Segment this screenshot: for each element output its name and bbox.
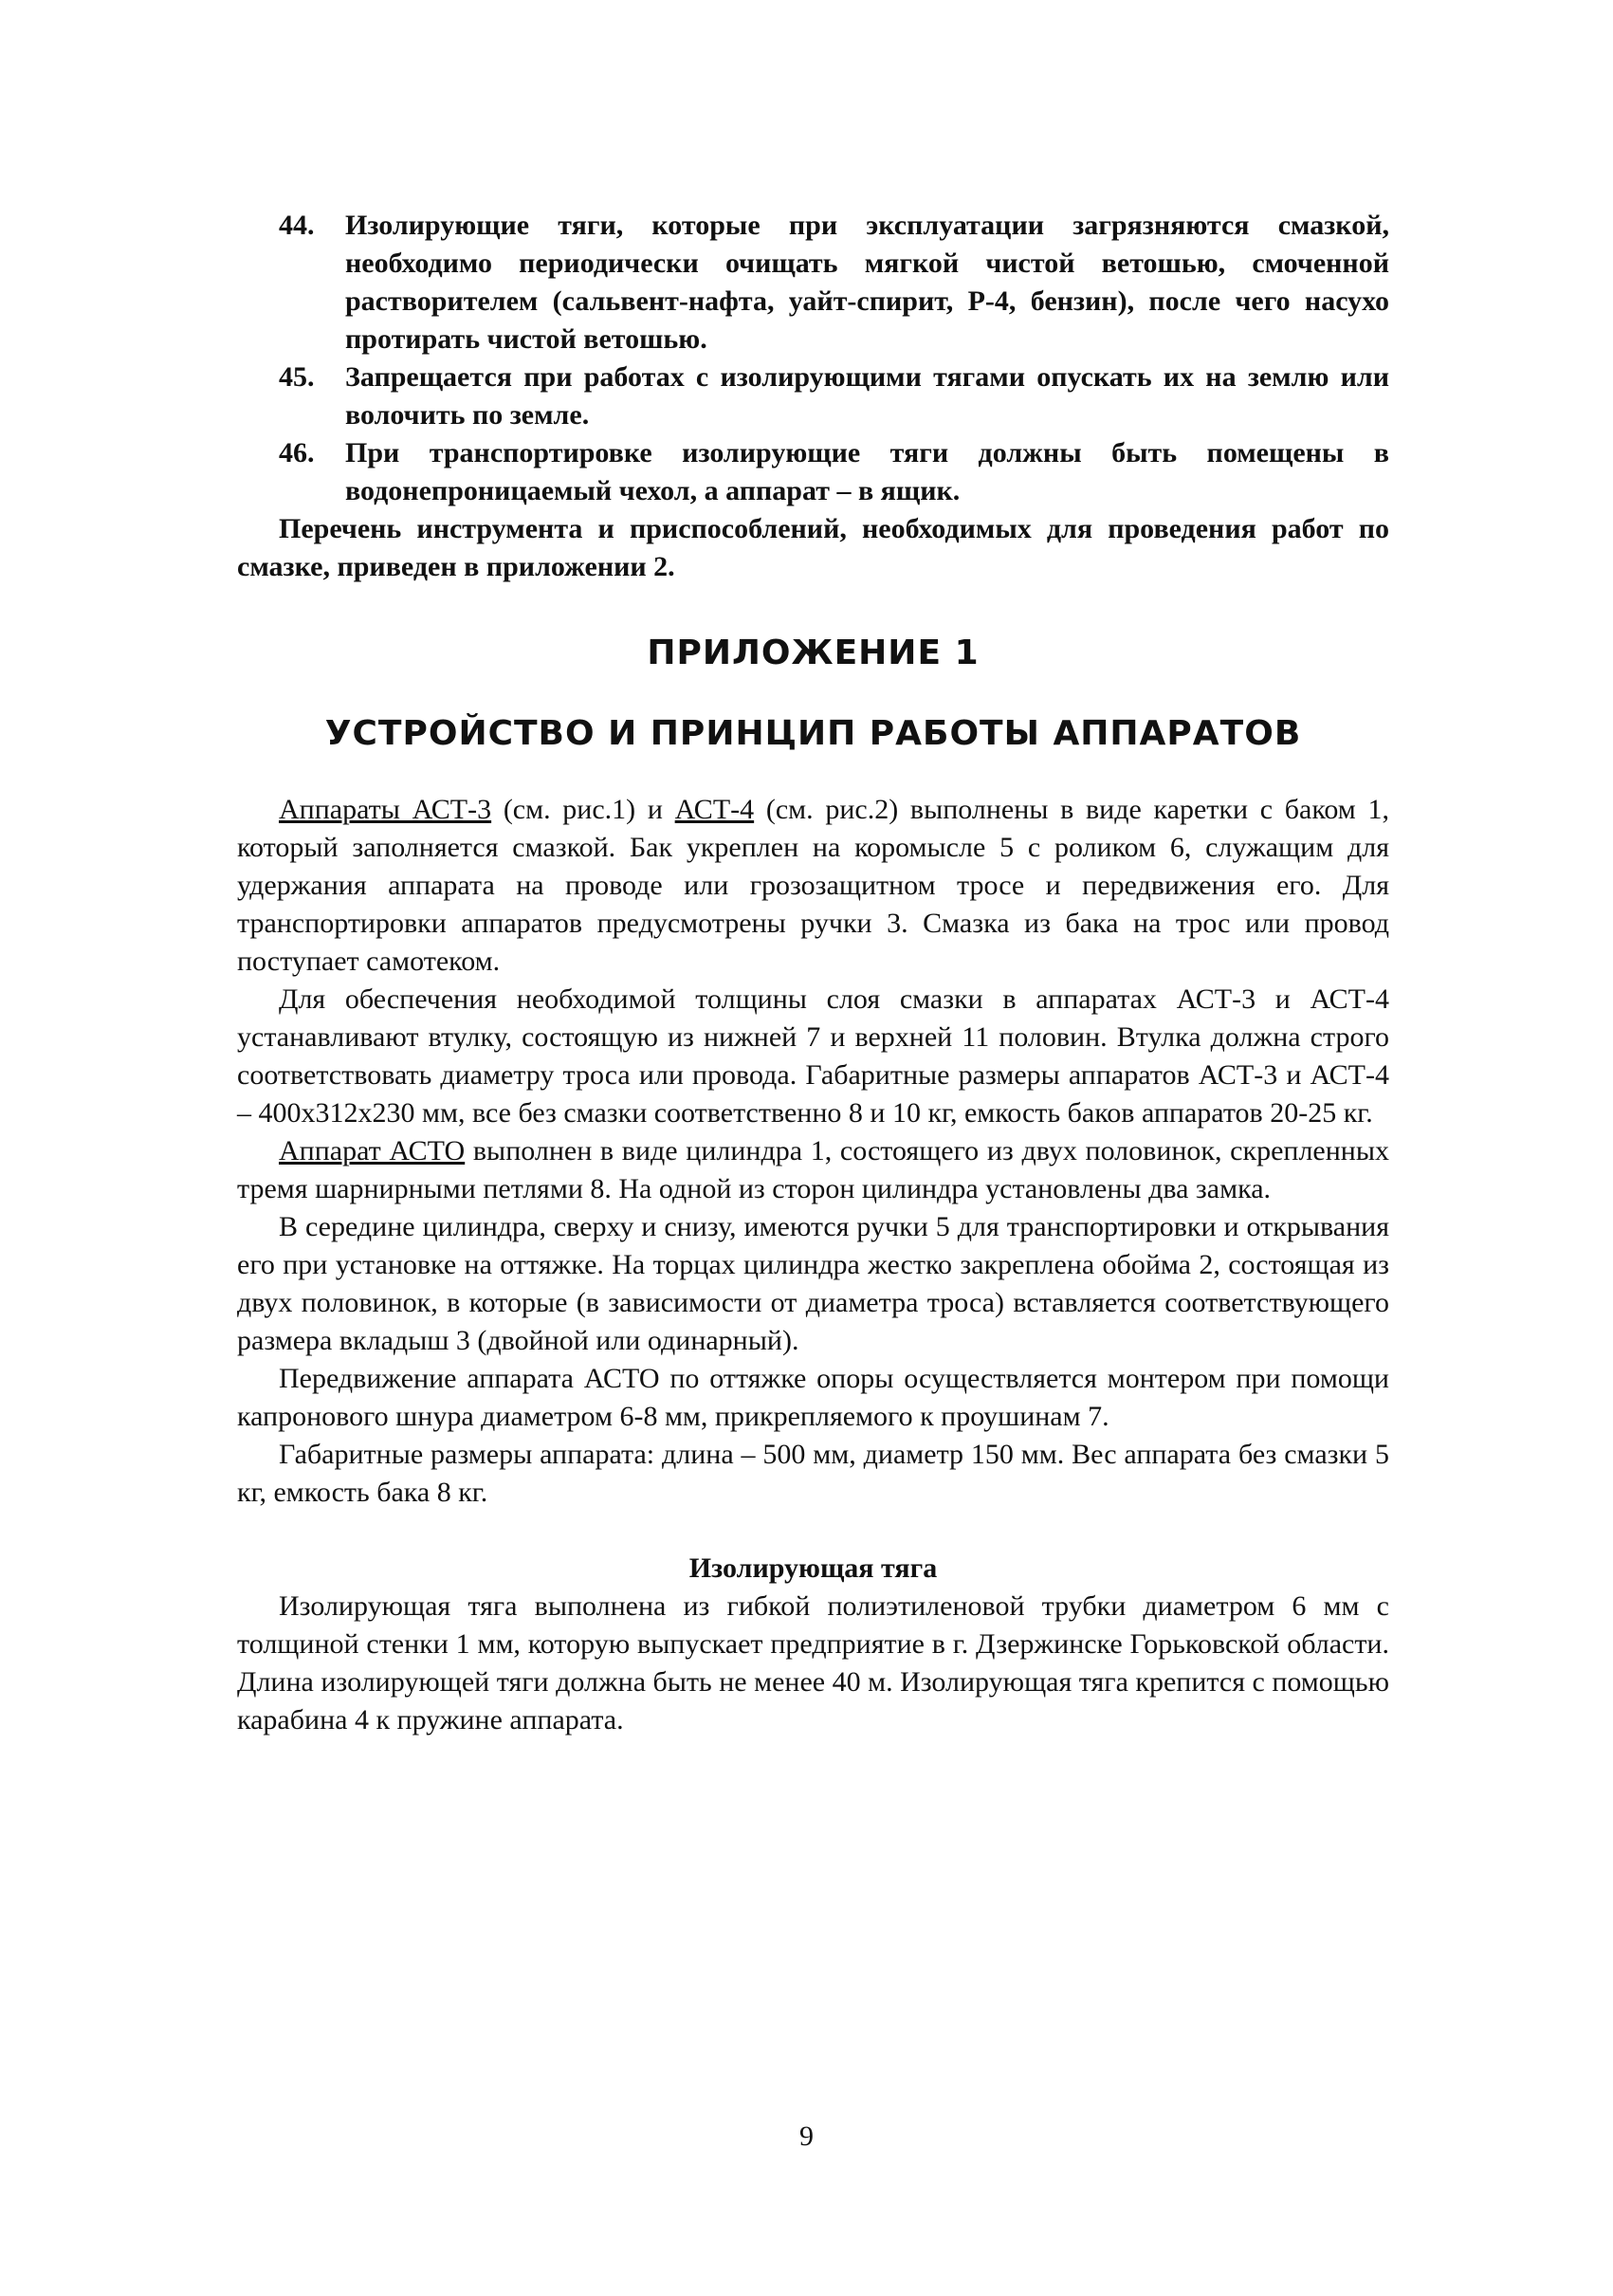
list-item <box>237 207 1389 358</box>
underlined-term-asto: Аппарат АСТО <box>279 1135 466 1166</box>
page-content <box>237 207 1389 1739</box>
text-span: (см. рис.1) и <box>491 794 675 825</box>
list-item <box>237 434 1389 510</box>
list-item <box>237 358 1389 434</box>
paragraph-ast-devices <box>237 791 1389 981</box>
paragraph-insulating-rod: Изолирующая тяга выполнена из гибкой полиэтиленовой трубки диаметром 6 мм с толщиной стенки 1 мм, которую выпускает предприятие в г. Дзержинске Горьковской области. Длина изолирующей тяги должна быть не менее 40 м. Изолирующая тяга крепится с помощью карабина 4 к пружине аппарата. <box>237 1590 1389 1736</box>
underlined-term-ast4: АСТ-4 <box>674 794 755 825</box>
paragraph-cylinder-handles: В середине цилиндра, сверху и снизу, имеются ручки 5 для транспортировки и открывания его при установке на оттяжке. На торцах цилиндра жестко закреплена обойма 2, состоящая из двух половинок, в которые (в зависимости от диаметра троса) вставляется соответствующего размера вкладыш 3 (двойной или одинарный). <box>237 1211 1389 1356</box>
list-item-text: Изолирующие тяги, которые при эксплуатации загрязняются смазкой, необходимо периодически очищать мягкой чистой ветошью, смоченной растворителем (сальвент-нафта, уайт-спирит, Р-4, бензин), после чего насухо протирать чистой ветошью. <box>345 210 1389 355</box>
list-item-text: При транспортировке изолирующие тяги должны быть помещены в водонепроницаемый чехол, а аппарат – в ящик. <box>345 437 1389 506</box>
page-number: 9 <box>799 2121 814 2152</box>
paragraph-asto-movement: Передвижение аппарата АСТО по оттяжке опоры осуществляется монтером при помощи капронового шнура диаметром 6-8 мм, прикрепляемого к проушинам 7. <box>237 1363 1389 1432</box>
section-heading: УСТРОЙСТВО И ПРИНЦИП РАБОТЫ АППАРАТОВ <box>324 714 1302 753</box>
list-item-number: 44. <box>279 210 315 241</box>
text-span: (см. рис.2) выполнены в виде каретки с баком 1, который заполняется смазкой. Бак укреплен на коромысле 5 с роликом 6, служащим для удержания аппарата на проводе или грозозащитном тросе и передвижения его. Для транспортировки аппаратов предусмотрены ручки 3. Смазка из бака на трос или провод поступает самотеком. <box>237 794 1389 977</box>
list-item-text: Запрещается при работах с изолирующими тягами опускать их на землю или волочить по земле. <box>345 361 1389 431</box>
paragraph-asto-dimensions: Габаритные размеры аппарата: длина – 500 мм, диаметр 150 мм. Вес аппарата без смазки 5 кг, емкость бака 8 кг. <box>237 1439 1389 1508</box>
paragraph-grease-thickness: Для обеспечения необходимой толщины слоя смазки в аппаратах АСТ-3 и АСТ-4 устанавливают втулку, состоящую из нижней 7 и верхней 11 половин. Втулка должна строго соответствовать диаметру троса или провода. Габаритные размеры аппаратов АСТ-3 и АСТ-4 – 400х312х230 мм, все без смазки соответственно 8 и 10 кг, емкость баков аппаратов 20-25 кг. <box>237 983 1389 1129</box>
tools-list-reference-paragraph: Перечень инструмента и приспособлений, необходимых для проведения работ по смазке, приведен в приложении 2. <box>237 513 1389 582</box>
list-item-number: 46. <box>279 437 315 468</box>
underlined-term-ast3: Аппараты АСТ-3 <box>279 794 492 825</box>
appendix-heading: ПРИЛОЖЕНИЕ 1 <box>647 634 980 672</box>
subheading-insulating-rod: Изолирующая тяга <box>688 1552 938 1584</box>
list-item-number: 45. <box>279 361 315 393</box>
text-span: выполнен в виде цилиндра 1, состоящего из двух половинок, скрепленных тремя шарнирными петлями 8. На одной из сторон цилиндра установлены два замка. <box>237 1135 1389 1204</box>
paragraph-asto-device <box>237 1132 1389 1208</box>
